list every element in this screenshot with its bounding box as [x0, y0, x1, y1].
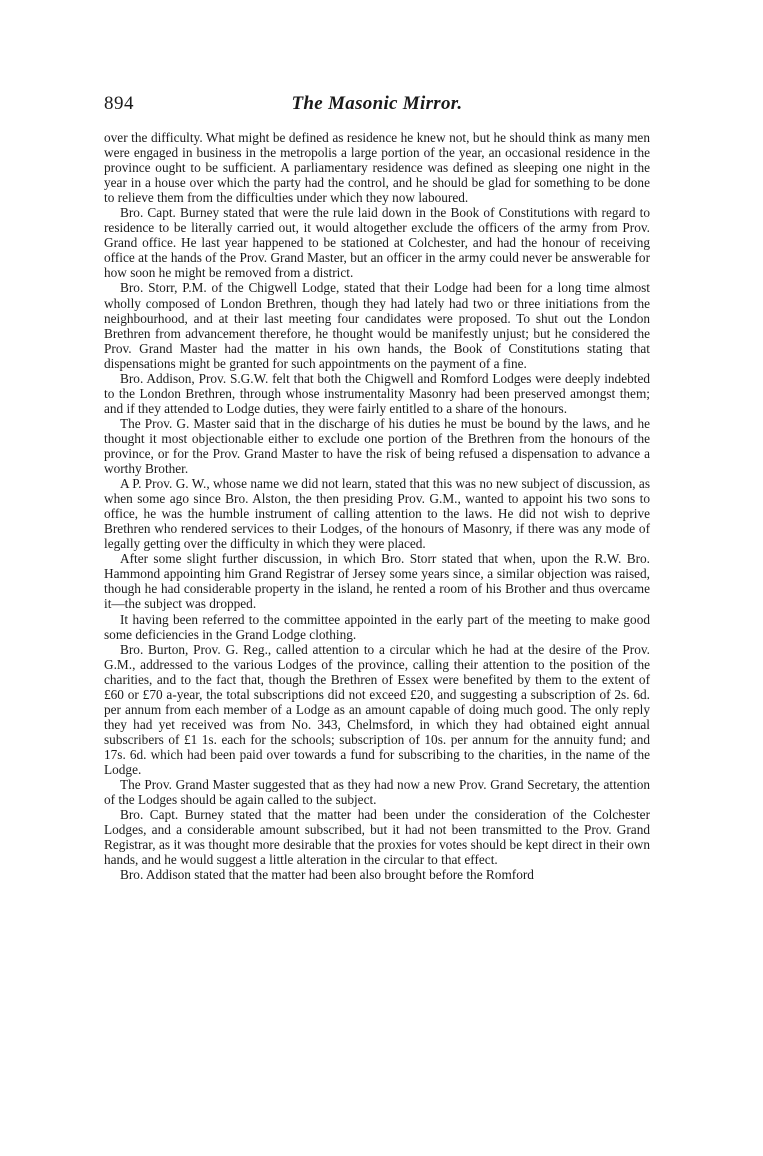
- paragraph: Bro. Capt. Burney stated that were the rule laid down in the Book of Constitutions with regard to residence to be literally carried out, it would altogether exclude the officers of the army from Prov. Grand office. He last year happened to be stationed at Colchester, and had the honour of receiving office at the hands of the Prov. Grand Master, but an officer in the army could never be answerable for how soon he might be removed from a district.: [104, 205, 650, 281]
- paragraph: Bro. Addison stated that the matter had been also brought before the Romford: [120, 867, 534, 883]
- paragraph: After some slight further discussion, in which Bro. Storr stated that when, upon the R.W. Bro. Hammond appointing him Grand Registrar of Jersey some years since, a similar objection was raised, though he had considerable property in the island, he rented a room of his Brother and thus overcame it—the subject was dropped.: [104, 551, 650, 612]
- paragraph: Bro. Storr, P.M. of the Chigwell Lodge, stated that their Lodge had been for a long time almost wholly composed of London Brethren, though they had lately had two or three initiations from the neighbourhood, and at their last meeting four candidates were proposed. To shut out the London Brethren from advancement therefore, he thought would be manifestly unjust; but he considered the Prov. Grand Master had the matter in his own hands, the Book of Constitutions stating that dispensations might be granted for such appointments on the payment of a fine.: [104, 280, 650, 371]
- paragraph: over the difficulty. What might be defined as residence he knew not, but he should think as many men were engaged in business in the metropolis a large portion of the year, an occasional residence in the province ought to be sufficient. A parliamentary residence was defined as sleeping one night in the year in a house over which the party had the control, and he should be glad for something to be done to relieve them from the difficulties under which they now laboured.: [104, 130, 650, 206]
- page-number: 894: [104, 93, 134, 114]
- paragraph: Bro. Capt. Burney stated that the matter had been under the consideration of the Colchester Lodges, and a considerable amount subscribed, but it had not been transmitted to the Prov. Grand Registrar, as it was thought more desirable that the proxies for votes should be kept direct in their own hands, and he would suggest a little alteration in the circular to that effect.: [104, 807, 650, 868]
- paragraph: Bro. Burton, Prov. G. Reg., called attention to a circular which he had at the desire of the Prov. G.M., addressed to the various Lodges of the province, calling their attention to the position of the charities, and to the fact that, though the Brethren of Essex were benefited by them to the extent of £60 or £70 a-year, the total subscriptions did not exceed £20, and suggesting a subscription of 2s. 6d. per annum from each member of a Lodge as an amount capable of doing much good. The only reply they had yet received was from No. 343, Chelmsford, in which they had obtained eight annual subscribers of £1 1s. each for the schools; subscription of 10s. per annum for the annuity fund; and 17s. 6d. which had been paid over towards a fund for subscribing to the charities, in the name of the Lodge.: [104, 641, 650, 777]
- running-title: The Masonic Mirror.: [291, 93, 463, 114]
- paragraph: A P. Prov. G. W., whose name we did not learn, stated that this was no new subject of discussion, as when some ago since Bro. Alston, the then presiding Prov. G.M., wanted to appoint his two sons to office, he was the humble instrument of calling attention to the laws. He did not wish to deprive Brethren who rendered services to their Lodges, of the honours of Masonry, if there was any mode of legally getting over the difficulty in which they were placed.: [104, 476, 650, 552]
- page-header: [104, 93, 650, 121]
- paragraph: The Prov. G. Master said that in the discharge of his duties he must be bound by the laws, and he thought it most objectionable either to exclude one portion of the Brethren from the honours of the province, or for the Prov. Grand Master to have the risk of being refused a dispensation to advance a worthy Brother.: [104, 415, 650, 477]
- paragraph: The Prov. Grand Master suggested that as they had now a new Prov. Grand Secretary, the attention of the Lodges should be again called to the subject.: [104, 777, 650, 808]
- paragraph: Bro. Addison, Prov. S.G.W. felt that both the Chigwell and Romford Lodges were deeply indebted to the London Brethren, through whose instrumentality Masonry had been preserved amongst them; and if they attended to Lodge duties, they were fairly entitled to a share of the honours.: [104, 370, 650, 416]
- paragraph: It having been referred to the committee appointed in the early part of the meeting to make good some deficiencies in the Grand Lodge clothing.: [104, 611, 650, 642]
- article-body: [104, 130, 650, 882]
